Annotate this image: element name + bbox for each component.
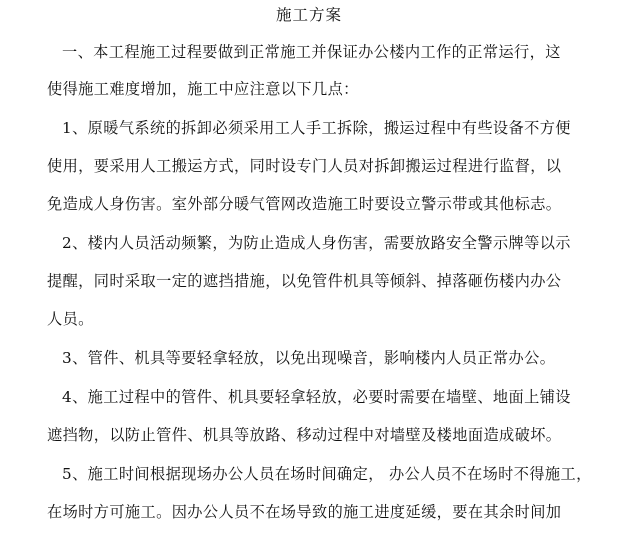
item-5-line-2: 在场时方可施工。因办公人员不在场导致的施工进度延缓，要在其余时间加	[47, 503, 562, 521]
paragraph-1-line-1: 一、本工程施工过程要做到正常施工并保证办公楼内工作的正常运行，这	[62, 43, 561, 61]
item-2-line-1: 2、楼内人员活动频繁，为防止造成人身伤害，需要放路安全警示牌等以示	[62, 234, 571, 252]
document-title: 施工方案	[275, 6, 342, 24]
item-3-line-1: 3、管件、机具等要轻拿轻放，以免出现噪音，影响楼内人员正常办公。	[62, 349, 556, 367]
item-4-line-2: 遮挡物，以防止管件、机具等放路、移动过程中对墙壁及楼地面造成破坏。	[47, 426, 562, 444]
item-5-line-1: 5、施工时间根据现场办公人员在场时间确定， 办公人员不在场时不得施工，	[62, 465, 592, 483]
item-2-line-3: 人员。	[47, 310, 94, 328]
item-1-line-2: 使用，要采用人工搬运方式，同时设专门人员对拆卸搬运过程进行监督，以	[47, 157, 562, 175]
item-4-line-1: 4、施工过程中的管件、机具要轻拿轻放，必要时需要在墙壁、地面上铺设	[62, 388, 571, 406]
paragraph-1-line-2: 使得施工难度增加，施工中应注意以下几点：	[47, 80, 359, 98]
item-2-line-2: 提醒，同时采取一定的遮挡措施，以免管件机具等倾斜、掉落砸伤楼内办公	[47, 272, 562, 290]
item-1-line-3: 免造成人身伤害。室外部分暖气管网改造施工时要设立警示带或其他标志。	[47, 195, 562, 213]
item-1-line-1: 1、原暖气系统的拆卸必须采用工人手工拆除，搬运过程中有些设备不方便	[62, 119, 571, 137]
